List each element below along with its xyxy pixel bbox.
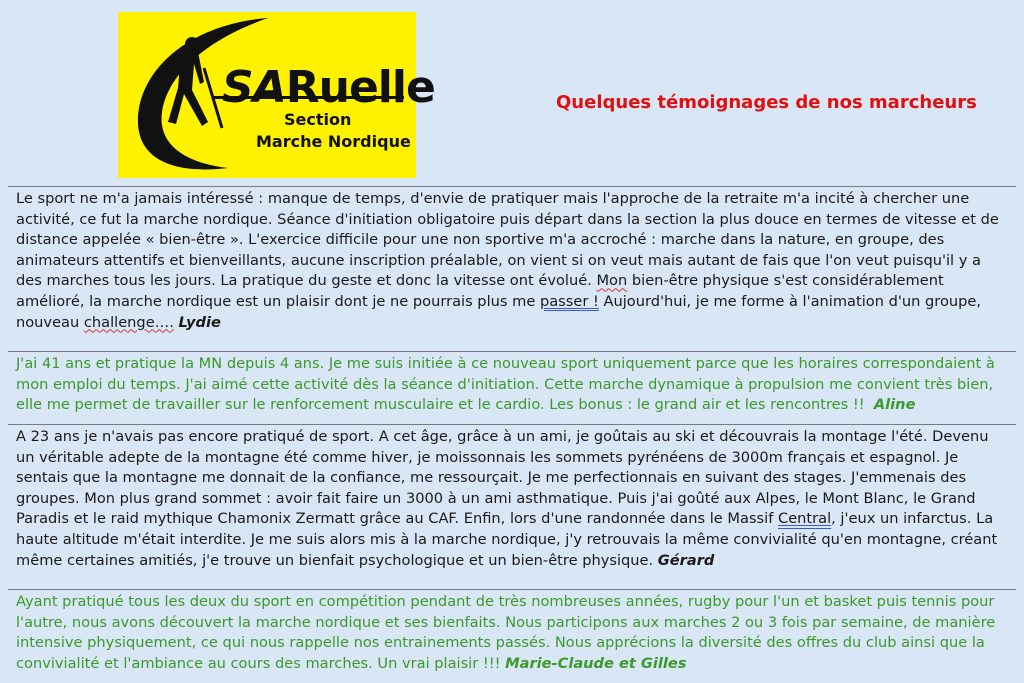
spellcheck-word: passer ! (539, 292, 599, 310)
logo-subtitle-marche-nordique: Marche Nordique (256, 132, 411, 151)
testimonial-text: A 23 ans je n'avais pas encore pratiqué de sport. A cet âge, grâce à un ami, je goûtais au ski et découvrais la montage l'été. Devenu un véritable adepte de la montagne été comme hiver, je moissonnais les sommets pyrénéens de 3000m français et espagnol. Je sentais que la montagne me donnait de la confiance, me ressourçait. Je me perfectionnais en suivant des stages. J'emmenais des groupes. Mon plus grand sommet : avoir fait faire un 3000 à un ami asthmatique. Puis j'ai goûté aux Alpes, le Mont Blanc, le Grand Paradis et le raid mythique Chamonix Zermatt grâce au CAF. Enfin, lors d'une randonnée dans le Massif (16, 428, 989, 528)
testimonial-marie-claude-gilles (8, 589, 1016, 683)
logo-title (222, 62, 435, 113)
club-logo (118, 12, 435, 178)
testimonial-text: Aujourd'hui, je me forme à l'animation d'un groupe, nouveau (16, 292, 982, 331)
spellcheck-word: Mon (596, 272, 628, 290)
testimonial-author: Gérard (657, 551, 715, 569)
testimonial-author: Aline (873, 396, 916, 414)
logo-subtitle-section: Section (284, 110, 352, 129)
testimonial-lydie (8, 186, 1016, 350)
logo-title-sa: SA (222, 62, 286, 113)
testimonial-text: , j'eux un infarctus. La haute altitude m'était interdite. Je me suis alors mis à la marche nordique, j'y retrouvais la même convivialité qu'en montagne, créant même certaines amitiés, j'e trouve un bienfait psychologique et un bien-être physique. (16, 510, 998, 569)
testimonial-gerard (8, 424, 1016, 588)
spellcheck-word: Central (778, 510, 832, 528)
header (0, 0, 1024, 186)
testimonial-author: Marie-Claude et Gilles (505, 654, 687, 672)
page-heading: Quelques témoignages de nos marcheurs (556, 92, 977, 113)
logo-title-name: Ruelle (285, 62, 435, 113)
testimonial-text: bien-être physique s'est considérablement amélioré, la marche nordique est un plaisir dont je ne pourrais plus me (16, 272, 944, 310)
testimonial-aline (8, 351, 1016, 423)
testimonial-text: J'ai 41 ans et pratique la MN depuis 4 ans. Je me suis initiée à ce nouveau sport uniquement parce que les horaires correspondaient à mon emploi du temps. J'ai aimé cette activité dès la séance d'initiation. Cette marche dynamique à propulsion me convient très bien, elle me permet de travailler sur le renforcement musculaire et le cardio. Les bonus : le grand air et les rencontres !! (16, 355, 995, 414)
testimonial-author: Lydie (178, 313, 221, 331)
spellcheck-word: challenge…. (83, 313, 174, 331)
testimonial-text: Le sport ne m'a jamais intéressé : manque de temps, d'envie de pratiquer mais l'approche de la retraite m'a incité à chercher une activité, ce fut la marche nordique. Séance d'initiation obligatoire puis départ dans la section la plus douce en termes de vitesse et de distance appelée « bien-être ». L'exercice difficile pour une non sportive m'a accroché : marche dans la nature, en groupe, des animateurs attentifs et bienveillants, aucune inscription préalable, on vient si on veut mais autant de fais que l'on veut puisqu'il y a des marches tous les jours. La pratique du geste et donc la vitesse ont évolué. (16, 190, 999, 290)
testimonial-text: Ayant pratiqué tous les deux du sport en compétition pendant de très nombreuses années, rugby pour l'un et basket puis tennis pour l'autre, nous avons découvert la marche nordique et ses bienfaits. Nous participons aux marches 2 ou 3 fois par semaine, de manière intensive physiquement, ce qui nous rappelle nos entrainements passés. Nous apprécions la diversité des offres du club ainsi que la convivialité et l'ambiance au cours des marches. Un vrai plaisir !!! (16, 593, 996, 672)
